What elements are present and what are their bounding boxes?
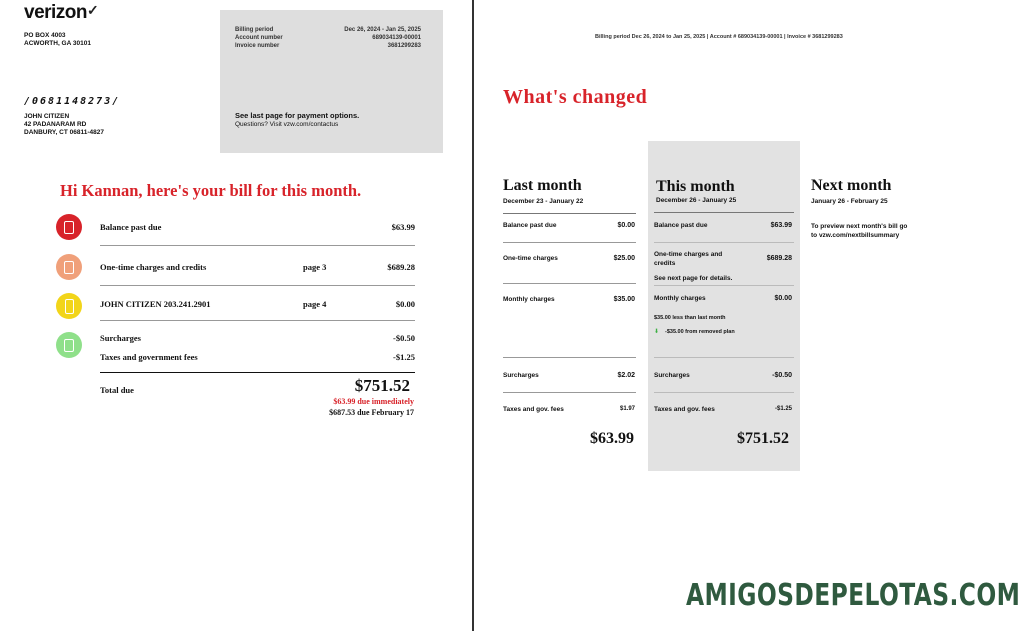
one-time-charges-icon (56, 254, 82, 280)
greeting: Hi Kannan, here's your bill for this month. (60, 181, 362, 200)
taxes-row (100, 352, 415, 362)
divider (100, 285, 415, 286)
customer-street: 42 PADANARAM RD (24, 121, 87, 128)
page-ref: page 3 (303, 262, 327, 272)
total-due-amount: $751.52 (354, 376, 410, 395)
last-surcharges-label: Surcharges (503, 372, 539, 379)
item-amount: -$0.50 (393, 333, 415, 343)
next-month-dates: January 26 - February 25 (811, 198, 888, 205)
address-line-1: PO BOX 4003 (24, 32, 66, 39)
this-month-dates: December 26 - January 25 (656, 197, 737, 204)
this-month-title: This month (656, 178, 735, 195)
account-number-row: Account number 689034139-00001 (235, 35, 421, 41)
item-label: Surcharges (100, 333, 141, 343)
last-taxes-amount: $1.97 (619, 406, 635, 412)
due-immediately: $63.99 due immediately (333, 397, 414, 406)
item-amount: $0.00 (395, 299, 415, 309)
item-amount: $63.99 (391, 222, 415, 232)
divider (654, 212, 794, 213)
last-month-total: $63.99 (590, 430, 634, 447)
removed-plan-note: -$35.00 from removed plan (665, 329, 735, 335)
last-taxes-label: Taxes and gov. fees (503, 406, 564, 413)
this-monthly-label: Monthly charges (654, 295, 706, 302)
due-later: $687.53 due February 17 (329, 408, 414, 417)
this-surcharges-label: Surcharges (654, 372, 690, 379)
divider (654, 285, 794, 286)
total-divider (100, 372, 415, 373)
next-note-line-1: To preview next month's bill go (811, 223, 908, 230)
surcharges-row (100, 333, 415, 343)
item-label: Taxes and government fees (100, 352, 198, 362)
invoice-number-row: Invoice number 3681299283 (235, 43, 421, 49)
page-divider (472, 0, 474, 631)
last-balance-amount: $0.00 (617, 222, 635, 229)
last-month-title: Last month (503, 177, 582, 194)
phone-line-icon (56, 293, 82, 319)
this-onetime-label: One-time charges and credits (654, 251, 723, 267)
billing-period-row: Billing period Dec 26, 2024 - Jan 25, 2025 (235, 27, 421, 33)
address-line-2: ACWORTH, GA 30101 (24, 40, 91, 47)
verizon-logo: verizon✓ (24, 2, 99, 23)
taxes-surcharges-icon (56, 332, 82, 358)
this-balance-label: Balance past due (654, 222, 708, 229)
divider (100, 320, 415, 321)
this-balance-amount: $63.99 (770, 222, 792, 229)
questions-link[interactable]: Questions? Visit vzw.com/contactus (235, 121, 339, 128)
item-amount: -$1.25 (393, 352, 415, 362)
down-arrow-icon: ⬇ (654, 329, 660, 335)
total-due-label: Total due (100, 385, 134, 395)
last-balance-label: Balance past due (503, 222, 557, 229)
divider (654, 242, 794, 243)
item-label: One-time charges and credits (100, 262, 207, 272)
right-header: Billing period Dec 26, 2024 to Jan 25, 2025 | Account # 689034139-00001 | Invoice # 3681299283 (595, 34, 843, 40)
next-bill-summary-link[interactable]: to vzw.com/nextbillsummary (811, 232, 900, 239)
this-surcharges-amount: -$0.50 (772, 372, 792, 379)
last-month-dates: December 23 - January 22 (503, 198, 584, 205)
this-taxes-amount: -$1.25 (774, 406, 792, 412)
divider (503, 357, 636, 358)
this-onetime-amount: $689.28 (766, 255, 792, 262)
page-ref: page 4 (303, 299, 327, 309)
divider (654, 392, 794, 393)
divider (503, 242, 636, 243)
divider (654, 357, 794, 358)
phone-line-row[interactable] (100, 299, 415, 309)
item-label: Balance past due (100, 222, 162, 232)
customer-address (24, 113, 104, 137)
next-month-note (811, 222, 907, 240)
this-taxes-label: Taxes and gov. fees (654, 406, 715, 413)
billing-info-box (220, 10, 443, 153)
customer-name: JOHN CITIZEN (24, 113, 70, 120)
divider (100, 245, 415, 246)
watermark: AMIGOSDEPELOTAS.COM (686, 578, 1020, 613)
this-month-total: $751.52 (737, 430, 789, 447)
barcode-text: /0681148273/ (24, 96, 121, 107)
payment-note: See last page for payment options. (235, 111, 360, 120)
last-onetime-label: One-time charges (503, 255, 558, 262)
last-monthly-label: Monthly charges (503, 296, 555, 303)
balance-past-due-icon (56, 214, 82, 240)
last-onetime-amount: $25.00 (613, 255, 635, 262)
divider (503, 392, 636, 393)
divider (503, 283, 636, 284)
less-than-last-month: $35.00 less than last month (654, 315, 726, 321)
sender-address (24, 32, 91, 48)
item-label: JOHN CITIZEN 203.241.2901 (100, 299, 211, 309)
see-next-page: See next page for details. (654, 275, 733, 282)
customer-city: DANBURY, CT 06811-4827 (24, 129, 104, 136)
balance-past-due-row (100, 222, 415, 232)
one-time-charges-row[interactable] (100, 262, 415, 272)
whats-changed-title: What's changed (503, 86, 648, 108)
this-monthly-amount: $0.00 (774, 295, 792, 302)
divider (503, 213, 636, 214)
item-amount: $689.28 (387, 262, 415, 272)
last-monthly-amount: $35.00 (613, 296, 635, 303)
last-surcharges-amount: $2.02 (617, 372, 635, 379)
next-month-title: Next month (811, 177, 892, 194)
